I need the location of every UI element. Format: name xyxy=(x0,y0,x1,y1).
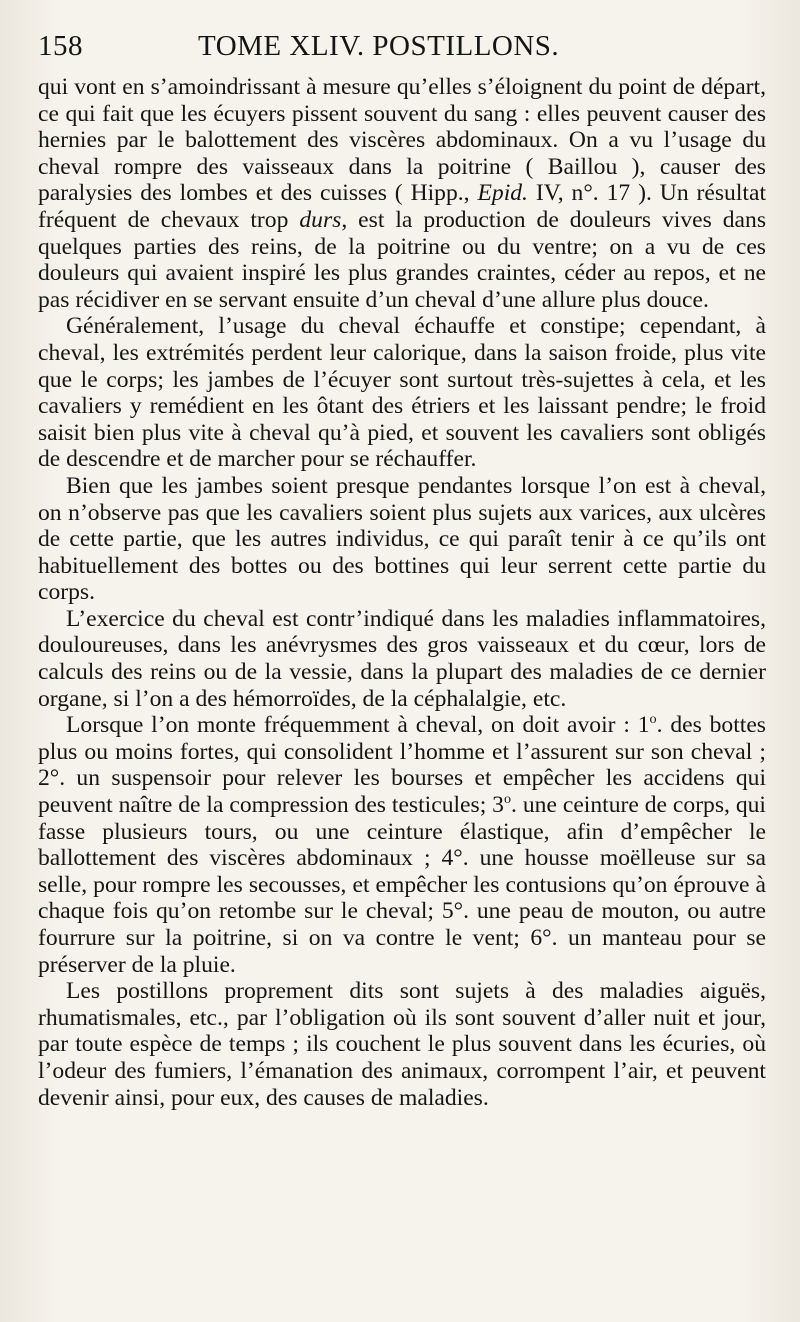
text-run: Bien que les jambes soient presque pendantes lorsque l’on est à cheval, on n’observe pas que les cavaliers soient plus sujets aux varices, aux ulcères de cette partie, que les autres individus, ce qui paraît tenir à ce qu’ils ont habituellement des bottes ou des bottines qui leur serrent cette partie du corps. xyxy=(38,472,766,606)
text-run: Lorsque l’on monte fréquemment à cheval, on doit avoir : 1 xyxy=(66,712,650,739)
page-header xyxy=(38,30,766,74)
text-run: , est la production de douleurs vives dans quelques parties des reins, de la poitrine ou du ventre; on a vu de ces douleurs qui avaient inspiré les plus grandes craintes, céder au repos, et ne pas récidiver en se servant ensuite d’un cheval d’une allure plus douce. xyxy=(38,206,766,313)
paragraph xyxy=(38,74,766,313)
text-run: . des bottes plus ou moins fortes, qui consolident l’homme et l’assurent sur son cheval ; 2°. un suspensoir pour relever les bourses et empêcher les accidens qui peuvent naître de la compression des testicules; 3 xyxy=(38,712,766,819)
italic-text: Epid. xyxy=(477,180,528,207)
superscript: o xyxy=(503,791,512,808)
paragraph xyxy=(38,473,766,606)
text-run: IV, n°. 17 ). Un résultat fréquent de chevaux trop xyxy=(38,180,766,233)
text-run: Les postillons proprement dits sont sujets à des maladies aiguës, rhumatismales, etc., par l’obligation où ils sont souvent d’aller nuit et jour, par toute espèce de temps ; ils couchent le plus souvent dans les écuries, où l’odeur des fumiers, l’émanation des animaux, corrompent l’air, et peuvent devenir ainsi, pour eux, des causes de maladies. xyxy=(38,978,766,1111)
text-run: Généralement, l’usage du cheval échauffe et constipe; cependant, à cheval, les extrémités perdent leur calorique, dans la saison froide, plus vite que le corps; les jambes de l’écuyer sont surtout très-sujettes à cela, et les cavaliers y remédient en les ôtant des étriers et les laissant pendre; le froid saisit bien plus vite à cheval qu’à pied, et souvent les cavaliers sont obligés de descendre et de marcher pour se réchauffer. xyxy=(38,313,766,473)
page-number: 158 xyxy=(38,30,83,62)
text-run: qui vont en s’amoindrissant à mesure qu’elles s’éloignent du point de départ, ce qui fait que les écuyers pissent souvent du sang : elles peuvent causer des hernies par le balottement des viscères abdominaux. On a vu l’usage du cheval rompre des vaisseaux dans la poitrine ( Baillou ), causer des paralysies des lombes et des cuisses ( Hipp., xyxy=(38,74,766,207)
italic-text: durs xyxy=(299,206,342,233)
body-text xyxy=(38,74,766,1111)
paragraph xyxy=(38,606,766,712)
running-title: TOME XLIV. POSTILLONS. xyxy=(198,30,560,62)
paragraph xyxy=(38,978,766,1111)
superscript: o xyxy=(649,711,657,728)
text-run: . une ceinture de corps, qui fasse plusieurs tours, ou une ceinture élastique, afin d’empêcher le ballottement des viscères abdominaux ; 4°. une housse moëlleuse sur sa selle, pour rompre les secousses, et empêcher les contusions qu’on éprouve à chaque fois qu’on retombe sur le cheval; 5°. une peau de mouton, ou autre fourrure sur la poitrine, si on va contre le vent; 6°. un manteau pour se préserver de la pluie. xyxy=(38,792,766,978)
text-run: L’exercice du cheval est contr’indiqué dans les maladies inflammatoires, douloureuses, dans les anévrysmes des gros vaisseaux et du cœur, lors de calculs des reins ou de la vessie, dans la plupart des maladies de ce dernier organe, si l’on a des hémorroïdes, de la céphalalgie, etc. xyxy=(38,605,766,712)
paragraph xyxy=(38,313,766,473)
paragraph xyxy=(38,712,766,978)
